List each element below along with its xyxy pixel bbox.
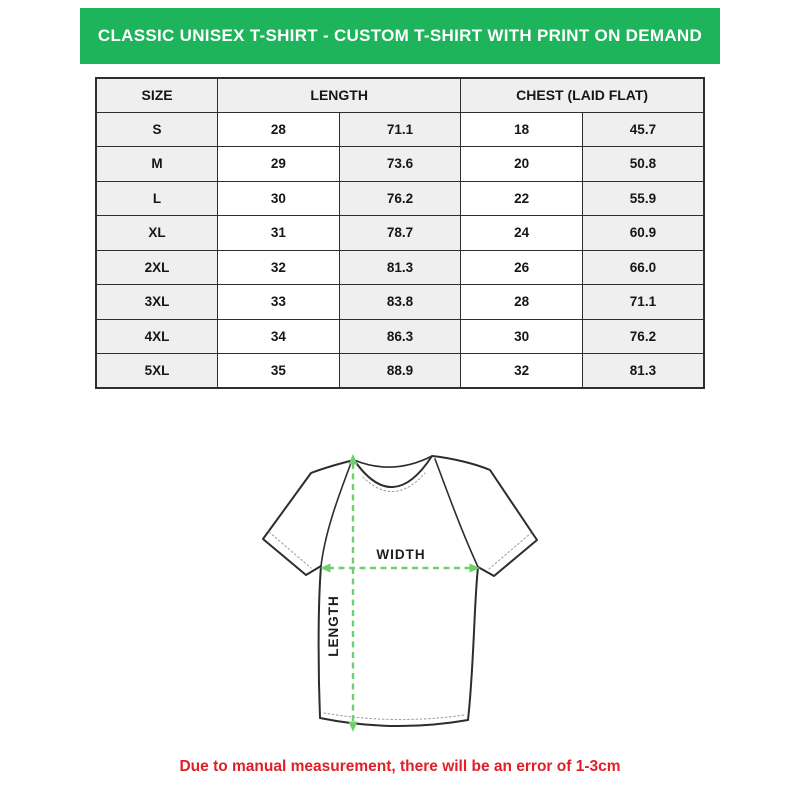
- chest-in-cell: 22: [461, 181, 583, 216]
- table-row: [96, 354, 704, 389]
- chest-in-cell: 26: [461, 250, 583, 285]
- length-in-cell: 34: [218, 319, 340, 354]
- chest-cm-cell: 55.9: [582, 181, 704, 216]
- length-cm-cell: 71.1: [339, 112, 461, 147]
- column-header-length: LENGTH: [218, 78, 461, 112]
- length-in-cell: 32: [218, 250, 340, 285]
- measurement-note: Due to manual measurement, there will be an error of 1-3cm: [179, 758, 621, 775]
- tshirt-icon: [250, 440, 550, 740]
- size-cell: 2XL: [96, 250, 218, 285]
- chest-cm-cell: 71.1: [582, 285, 704, 320]
- length-cm-cell: 78.7: [339, 216, 461, 251]
- tshirt-measurement-diagram: [250, 440, 550, 740]
- table-row: [96, 181, 704, 216]
- chest-in-cell: 20: [461, 147, 583, 182]
- size-cell: 5XL: [96, 354, 218, 389]
- length-cm-cell: 76.2: [339, 181, 461, 216]
- length-in-cell: 31: [218, 216, 340, 251]
- tshirt-outline: [263, 456, 537, 726]
- size-cell: 4XL: [96, 319, 218, 354]
- chest-cm-cell: 81.3: [582, 354, 704, 389]
- chest-in-cell: 32: [461, 354, 583, 389]
- table-row: [96, 285, 704, 320]
- length-in-cell: 29: [218, 147, 340, 182]
- length-in-cell: 35: [218, 354, 340, 389]
- width-label: WIDTH: [376, 547, 426, 562]
- size-cell: L: [96, 181, 218, 216]
- chest-cm-cell: 76.2: [582, 319, 704, 354]
- chest-in-cell: 30: [461, 319, 583, 354]
- length-cm-cell: 83.8: [339, 285, 461, 320]
- size-cell: M: [96, 147, 218, 182]
- chest-in-cell: 24: [461, 216, 583, 251]
- size-table: [95, 77, 705, 389]
- size-cell: 3XL: [96, 285, 218, 320]
- length-in-cell: 30: [218, 181, 340, 216]
- chest-cm-cell: 60.9: [582, 216, 704, 251]
- chest-in-cell: 28: [461, 285, 583, 320]
- collar-top-line: [354, 456, 432, 467]
- size-cell: S: [96, 112, 218, 147]
- column-header-chest: CHEST (LAID FLAT): [461, 78, 704, 112]
- table-row: [96, 319, 704, 354]
- length-cm-cell: 81.3: [339, 250, 461, 285]
- chest-cm-cell: 45.7: [582, 112, 704, 147]
- table-row: [96, 147, 704, 182]
- table-row: [96, 250, 704, 285]
- length-cm-cell: 86.3: [339, 319, 461, 354]
- chest-cm-cell: 66.0: [582, 250, 704, 285]
- length-in-cell: 33: [218, 285, 340, 320]
- column-header-size: SIZE: [96, 78, 218, 112]
- length-in-cell: 28: [218, 112, 340, 147]
- length-cm-cell: 73.6: [339, 147, 461, 182]
- chest-cm-cell: 50.8: [582, 147, 704, 182]
- size-cell: XL: [96, 216, 218, 251]
- title-banner: [80, 8, 720, 64]
- length-label: LENGTH: [326, 595, 341, 657]
- page-title: CLASSIC UNISEX T-SHIRT - CUSTOM T-SHIRT WITH PRINT ON DEMAND: [97, 26, 703, 45]
- table-header-row: [96, 78, 704, 112]
- chest-in-cell: 18: [461, 112, 583, 147]
- length-cm-cell: 88.9: [339, 354, 461, 389]
- table-row: [96, 216, 704, 251]
- table-row: [96, 112, 704, 147]
